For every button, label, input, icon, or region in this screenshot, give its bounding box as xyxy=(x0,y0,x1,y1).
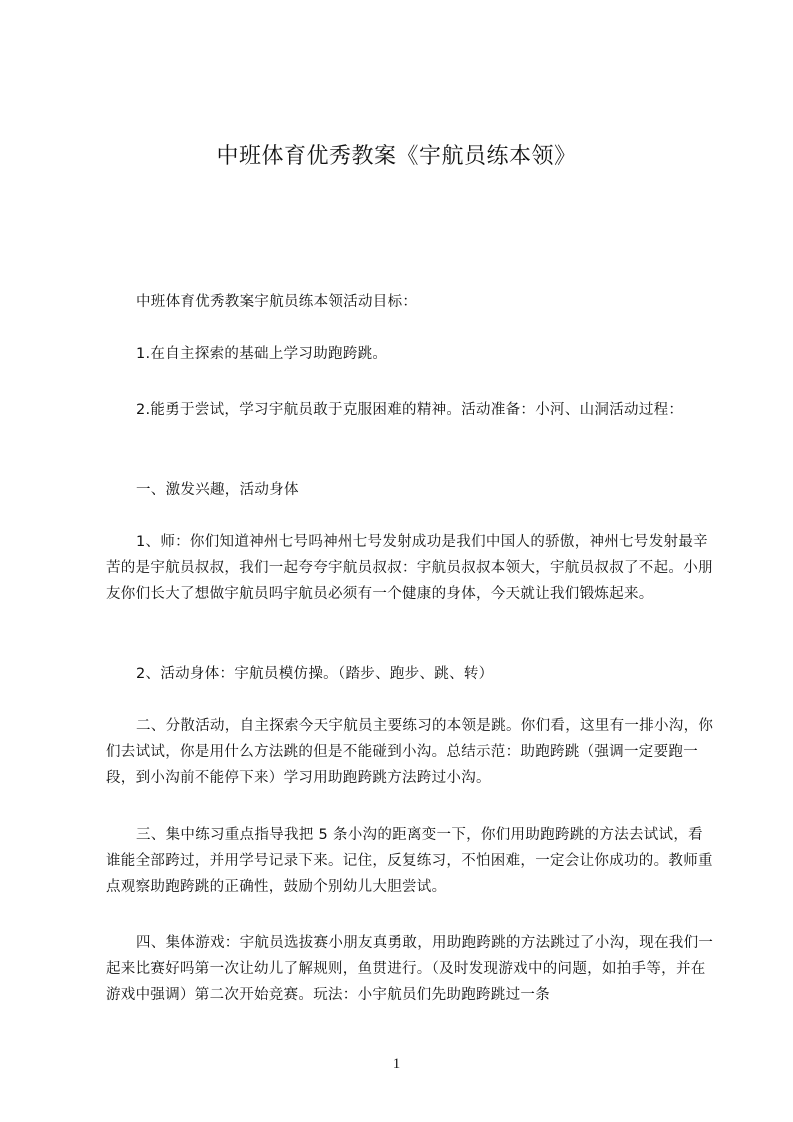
paragraph-goal-1: 1.在自主探索的基础上学习助跑跨跳。 xyxy=(136,346,388,362)
paragraph-section-3: 三、集中练习重点指导我把 5 条小沟的距离变一下，你们用助跑跨跳的方法去试试，看谁能全部跨过，并用学号记录下来。记住，反复练习，不怕困难，一定会让你成功的。教师重点观察助跑跨跳的正确性，鼓励个别幼儿大胆尝试。 xyxy=(106,827,713,895)
paragraph-section-2: 二、分散活动，自主探索今天宇航员主要练习的本领是跳。你们看，这里有一排小沟，你们去试试，你是用什么方法跳的但是不能碰到小沟。总结示范：助跑跨跳（强调一定要跑一段，到小沟前不能停下来）学习用助跑跨跳方法跨过小沟。 xyxy=(106,718,714,786)
document-title: 中班体育优秀教案《宇航员练本领》 xyxy=(216,144,577,169)
paragraph-section-4: 四、集体游戏：宇航员选拔赛小朋友真勇敢，用助跑跨跳的方法跳过了小沟，现在我们一起来比赛好吗第一次让幼儿了解规则，鱼贯进行。（及时发现游戏中的问题，如拍手等，并在游戏中强调）第二次开始竞赛。玩法：小宇航员们先助跑跨跳过一条 xyxy=(106,935,714,1003)
paragraph-goal-2: 2.能勇于尝试，学习宇航员敢于克服困难的精神。活动准备：小河、山洞活动过程： xyxy=(136,402,684,418)
paragraph-goals-heading: 中班体育优秀教案宇航员练本领活动目标： xyxy=(136,294,418,310)
paragraph-section-1-item-2: 2、活动身体：宇航员模仿操。（踏步、跑步、跳、转） xyxy=(136,666,494,682)
page-number: 1 xyxy=(392,1056,401,1072)
paragraph-section-1-item-1: 1、师：你们知道神州七号吗神州七号发射成功是我们中国人的骄傲，神州七号发射最辛苦的是宇航员叔叔，我们一起夸夸宇航员叔叔：宇航员叔叔本领大，宇航员叔叔了不起。小朋友你们长大了想做宇航员吗宇航员必须有一个健康的身体，今天就让我们锻炼起来。 xyxy=(106,534,713,602)
paragraph-section-1-heading: 一、激发兴趣，活动身体 xyxy=(136,482,299,498)
